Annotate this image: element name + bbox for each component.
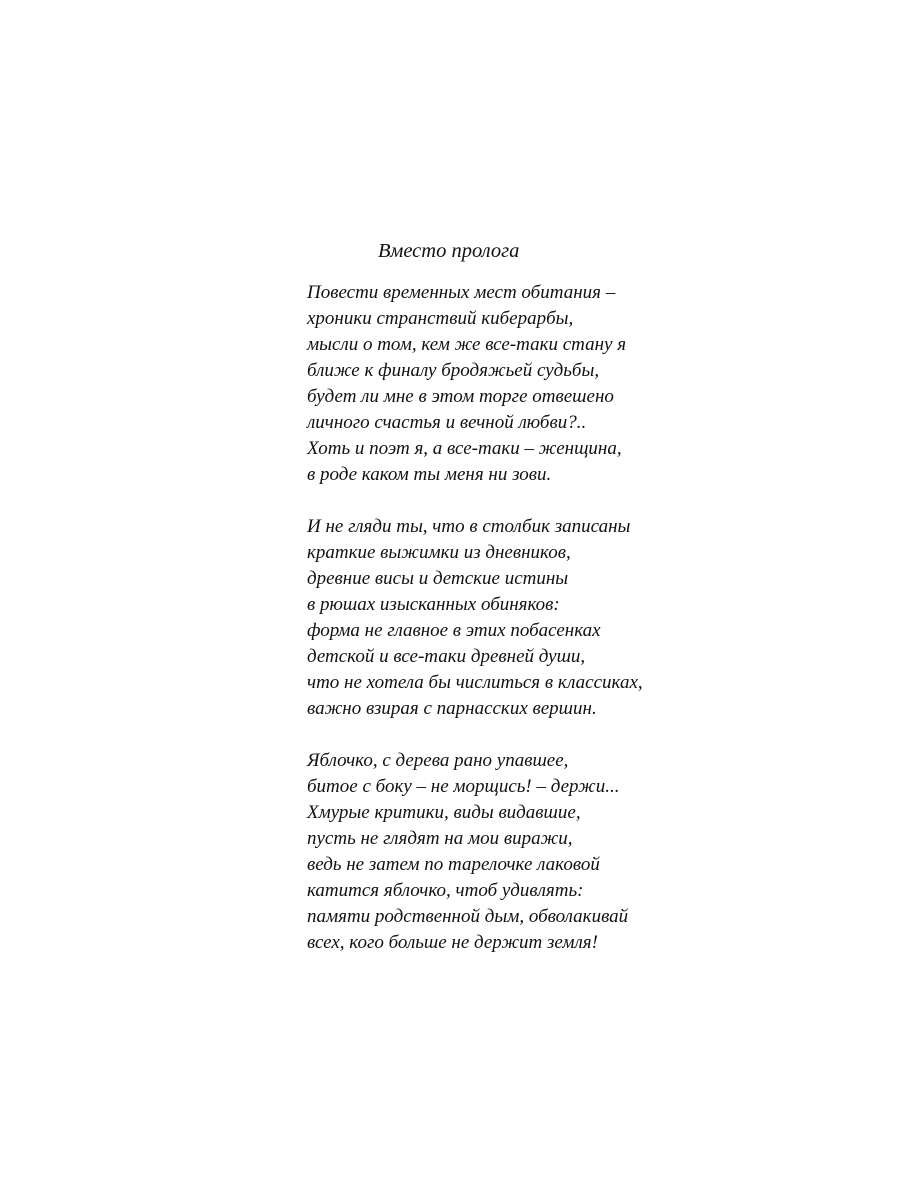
poem-line: в роде каком ты меня ни зови. (307, 464, 552, 485)
poem-title: Вместо пролога (378, 240, 520, 262)
stanza-1 (307, 280, 867, 488)
poem-line: форма не главное в этих побасенках (307, 620, 601, 641)
poem-line: ближе к финалу бродяжьей судьбы, (307, 360, 600, 381)
poem-line: что не хотела бы числиться в классиках, (307, 672, 643, 693)
poem-line: битое с боку – не морщись! – держи... (307, 776, 620, 797)
poem-line: катится яблочко, чтоб удивлять: (307, 880, 584, 901)
poem-line: мысли о том, кем же все-таки стану я (307, 334, 627, 355)
poem-line: Повести временных мест обитания – (307, 282, 616, 303)
poem-line: И не гляди ты, что в столбик записаны (307, 516, 631, 537)
stanza-3 (307, 748, 867, 956)
poem-line: детской и все-таки древней души, (307, 646, 586, 667)
poem-line: древние висы и детские истины (307, 568, 569, 589)
poem-line: в рюшах изысканных обиняков: (307, 594, 560, 615)
poem-line: Яблочко, с дерева рано упавшее, (307, 750, 569, 771)
poem-line: краткие выжимки из дневников, (307, 542, 571, 563)
stanza-2 (307, 514, 867, 722)
poem-line: Хмурые критики, виды видавшие, (307, 802, 581, 823)
poem-line: пусть не глядят на мои виражи, (307, 828, 573, 849)
poem-line: всех, кого больше не держит земля! (307, 932, 598, 953)
poem-line: хроники странствий киберарбы, (307, 308, 574, 329)
poem-body (307, 280, 867, 982)
poem-line: будет ли мне в этом торге отвешено (307, 386, 614, 407)
poem-line: Хоть и поэт я, а все-таки – женщина, (307, 438, 622, 459)
poem-line: памяти родственной дым, обволакивай (307, 906, 629, 927)
poem-line: важно взирая с парнасских вершин. (307, 698, 597, 719)
poem-line: личного счастья и вечной любви?.. (307, 412, 587, 433)
poem-line: ведь не затем по тарелочке лаковой (307, 854, 600, 875)
